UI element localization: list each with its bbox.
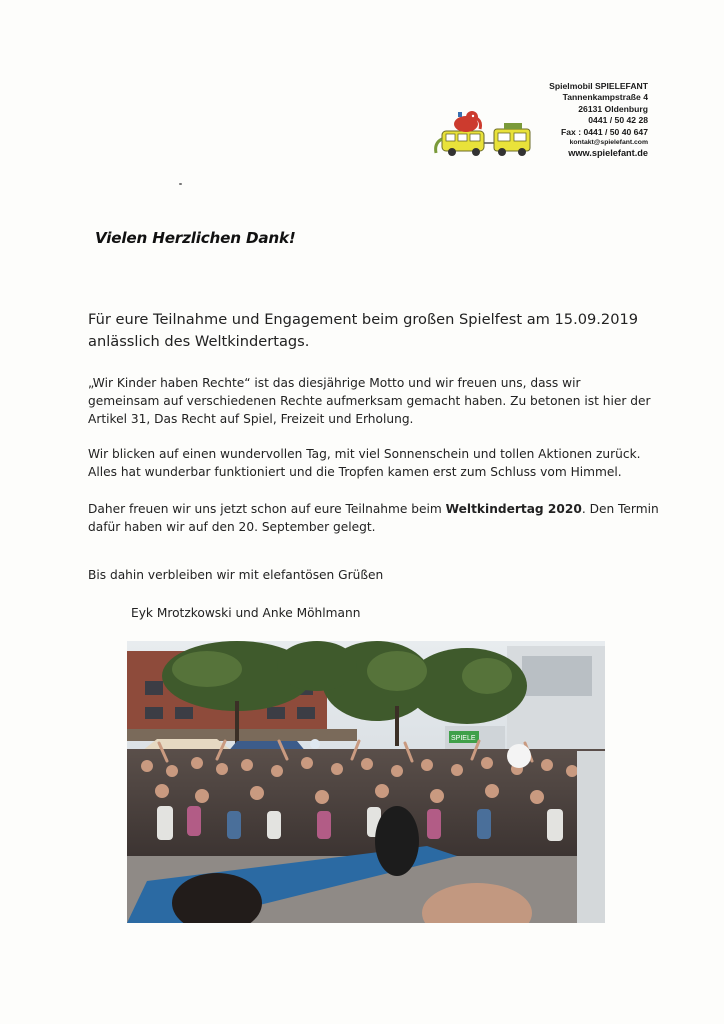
motto-line: „Wir Kinder haben Rechte“ ist das diesjährige Motto und wir freuen uns, dass wir [88, 376, 581, 390]
outlook-paragraph [88, 500, 659, 536]
fax-number: Fax : 0441 / 50 40 647 [561, 126, 648, 137]
intro-line: anlässlich des Weltkindertags. [88, 333, 310, 350]
letterhead-address [549, 81, 648, 159]
intro-line: Für eure Teilnahme und Engagement beim großen Spielfest am 15.09.2019 [88, 311, 639, 328]
scan-speck [179, 183, 182, 185]
motto-line: Artikel 31, Das Recht auf Spiel, Freizeit und Erholung. [88, 412, 414, 426]
elephant-bus-logo-icon [432, 109, 534, 161]
intro-paragraph [88, 309, 638, 353]
shop-sign: SPIELE [451, 735, 476, 742]
outlook-text: . Den Termin [581, 502, 659, 516]
review-paragraph [88, 445, 641, 481]
event-name-bold: Weltkindertag 2020 [445, 502, 582, 516]
signature: Eyk Mrotzkowski und Anke Möhlmann [131, 606, 361, 620]
closing-line: Bis dahin verbleiben wir mit elefantösen Grüßen [88, 568, 384, 582]
page-title: Vielen Herzlichen Dank! [95, 229, 296, 247]
review-line: Wir blicken auf einen wundervollen Tag, mit viel Sonnenschein und tollen Aktionen zurück. [88, 447, 641, 461]
street-address: Tannenkampstraße 4 [562, 92, 648, 103]
city-address: 26131 Oldenburg [578, 103, 648, 114]
phone-number: 0441 / 50 42 28 [588, 115, 648, 126]
org-name: Spielmobil SPIELEFANT [549, 81, 648, 91]
motto-paragraph [88, 374, 650, 428]
outlook-line: dafür haben wir auf den 20. September gelegt. [88, 520, 376, 534]
email-address: kontakt@spielefant.com [569, 139, 648, 147]
outlook-line [88, 500, 659, 518]
outlook-text: Daher freuen wir uns jetzt schon auf eure Teilnahme beim [88, 502, 446, 516]
review-line: Alles hat wunderbar funktioniert und die Tropfen kamen erst zum Schluss vom Himmel. [88, 465, 622, 479]
motto-line: gemeinsam auf verschiedenen Rechte aufmerksam gemacht haben. Zu betonen ist hier der [88, 394, 651, 408]
event-photo [127, 641, 605, 923]
website-url: www.spielefant.de [568, 148, 648, 159]
